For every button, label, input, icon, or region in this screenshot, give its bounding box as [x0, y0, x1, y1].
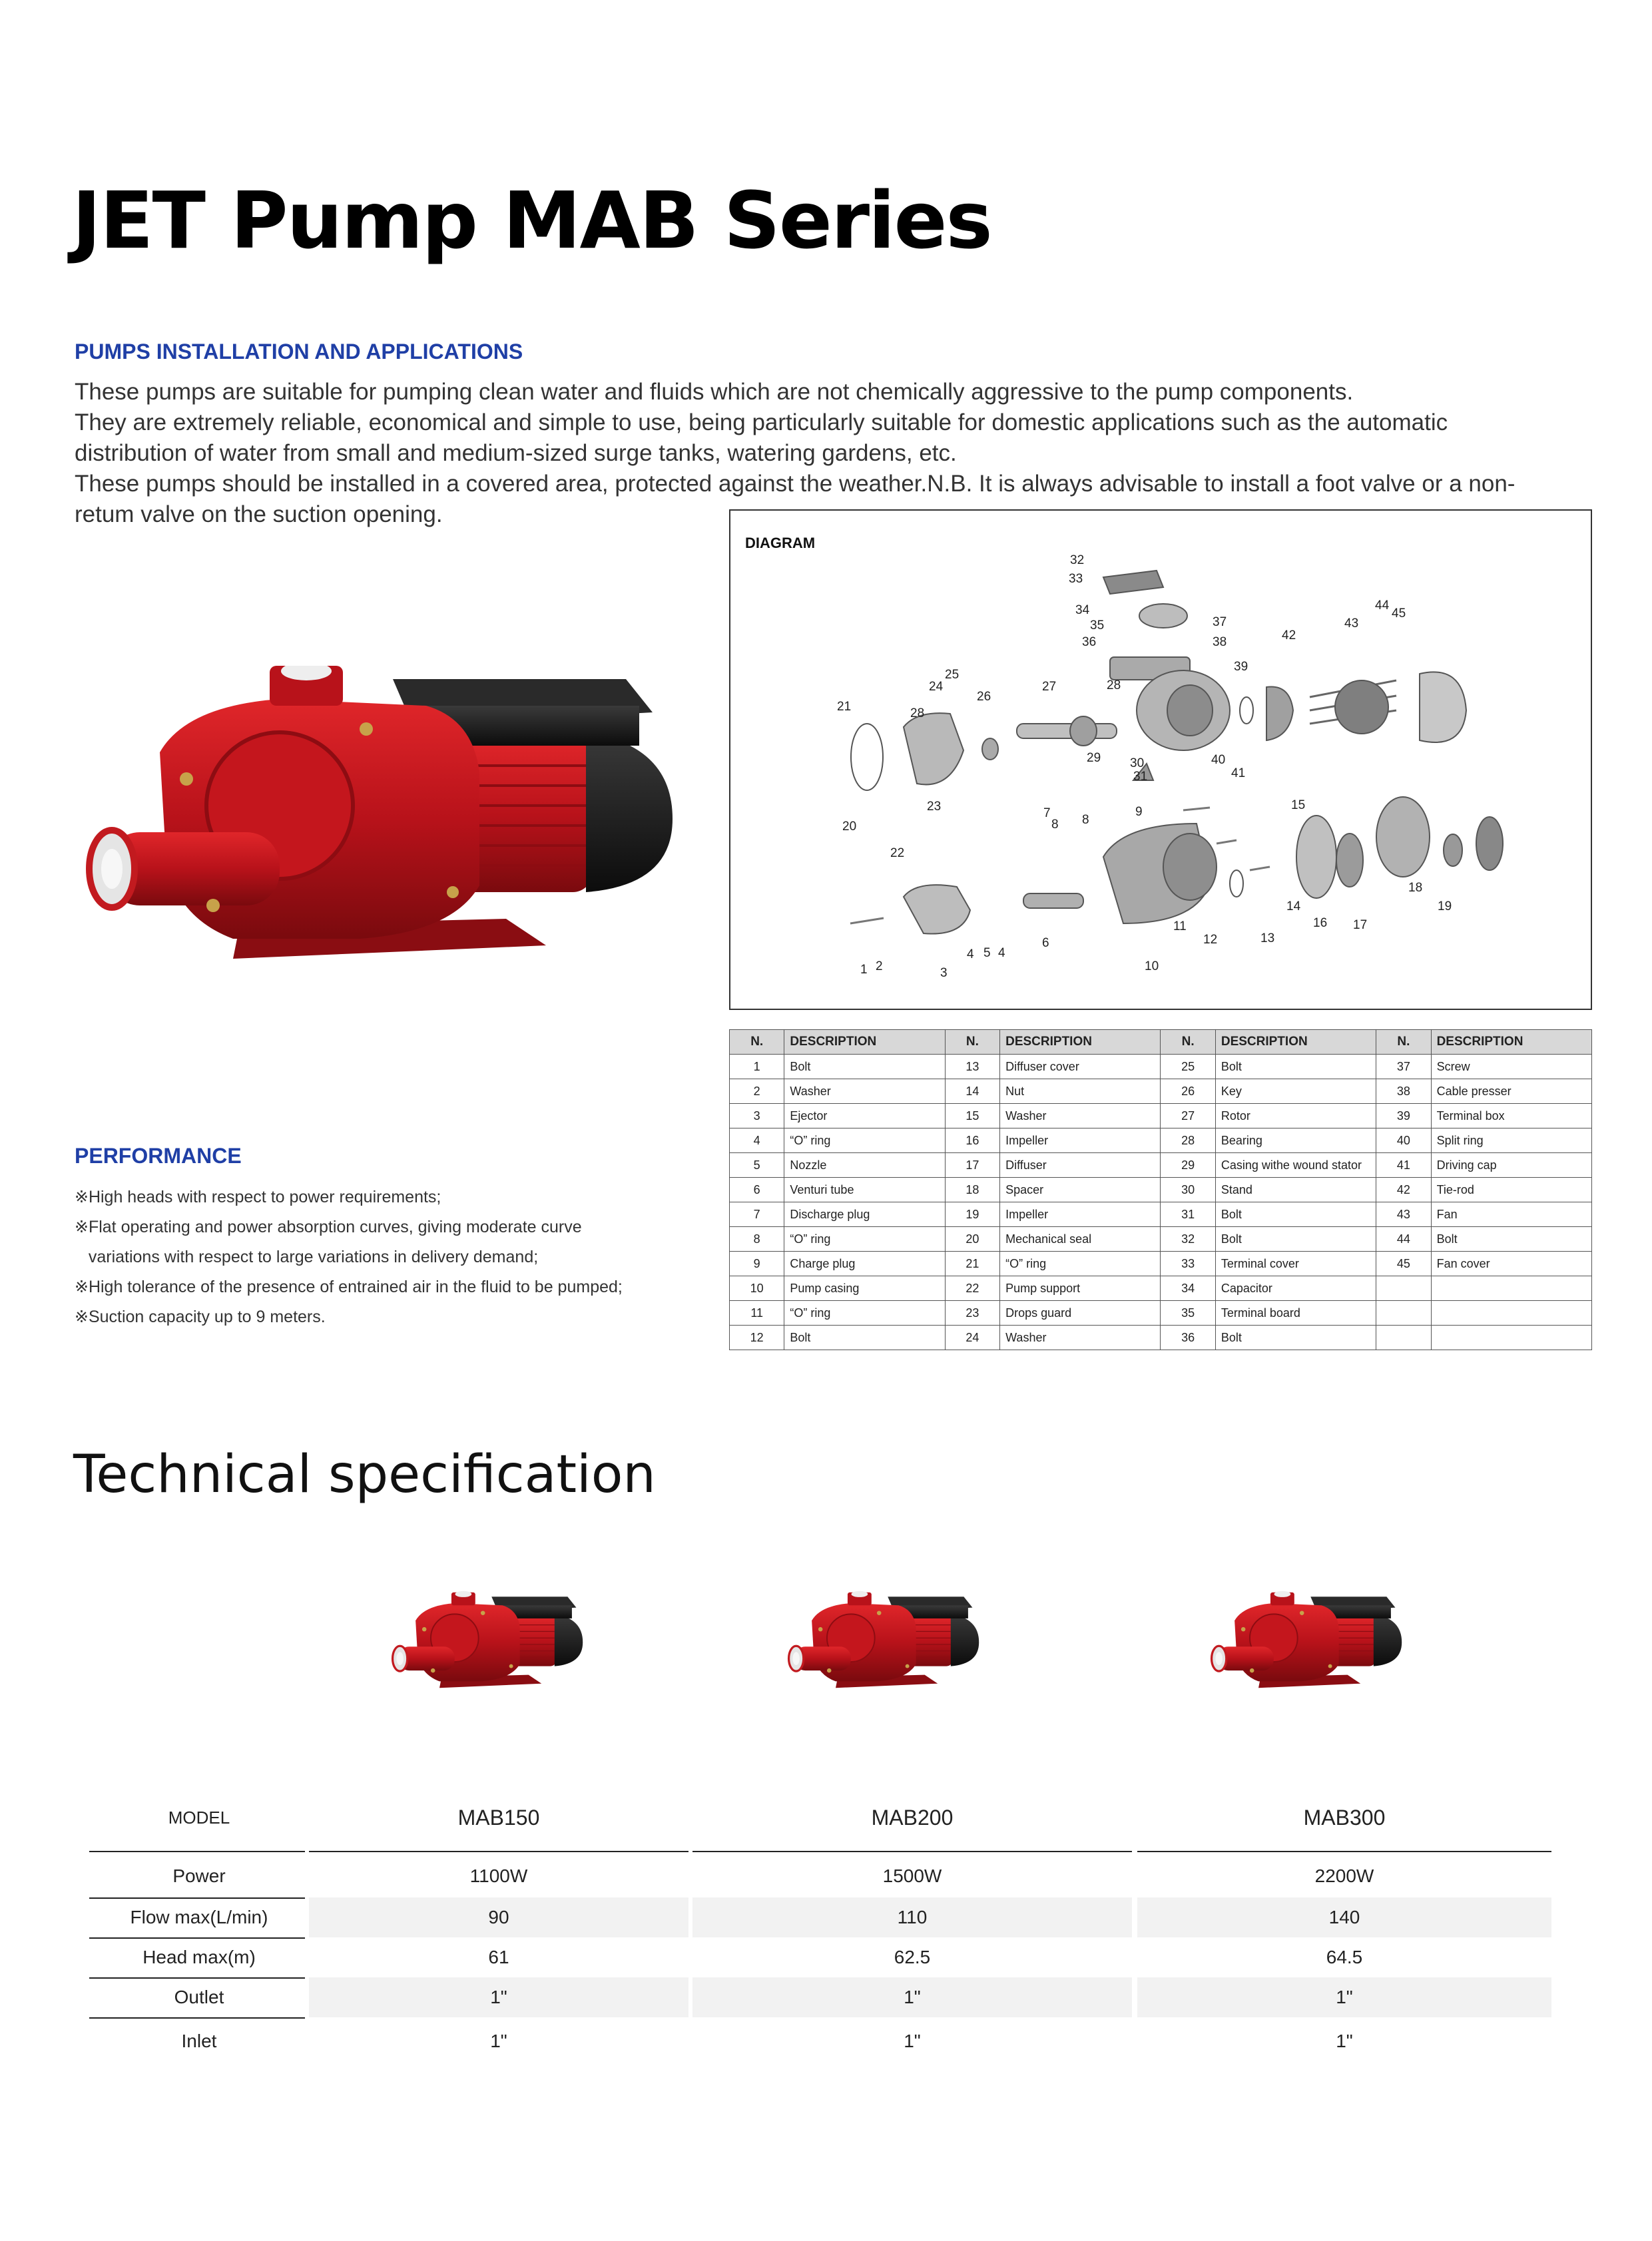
part-description: Capacitor: [1215, 1276, 1376, 1301]
part-description: Key: [1215, 1079, 1376, 1104]
part-number: 5: [730, 1153, 784, 1178]
part-description: Ejector: [784, 1104, 945, 1128]
part-number: 28: [1161, 1128, 1215, 1153]
diagram-label: 39: [1234, 660, 1248, 674]
part-description: Driving cap: [1431, 1153, 1591, 1178]
part-number: 25: [1161, 1055, 1215, 1079]
spec-value: 1": [1336, 2031, 1353, 2051]
part-description: “O” ring: [784, 1301, 945, 1326]
spec-header-cell: MAB150: [457, 1806, 540, 1830]
part-number: 39: [1376, 1104, 1431, 1128]
diagram-label: 6: [1042, 936, 1049, 950]
column-header: DESCRIPTION: [1000, 1030, 1161, 1055]
spec-value: 110: [692, 1897, 1132, 1937]
diagram-label: 23: [927, 800, 942, 814]
spec-value: 140: [1137, 1897, 1551, 1937]
part-number: 12: [730, 1326, 784, 1350]
part-number: 6: [730, 1178, 784, 1202]
part-number: 45: [1376, 1252, 1431, 1276]
spec-header-cell: MAB200: [871, 1806, 954, 1830]
part-description: Washer: [784, 1079, 945, 1104]
part-description: Fan cover: [1431, 1252, 1591, 1276]
part-number: [1376, 1326, 1431, 1350]
diagram-label: 19: [1438, 899, 1452, 913]
part-number: 20: [945, 1227, 999, 1252]
diagram-label: 29: [1087, 751, 1101, 765]
part-number: 27: [1161, 1104, 1215, 1128]
spec-value: 2200W: [1314, 1866, 1374, 1886]
diagram-label: 17: [1353, 918, 1368, 932]
diagram-label: 33: [1069, 572, 1083, 586]
diagram-label: 13: [1260, 931, 1275, 945]
diagram-label: 25: [945, 668, 960, 682]
part-description: Discharge plug: [784, 1202, 945, 1227]
part-description: Screw: [1431, 1055, 1591, 1079]
part-number: 31: [1161, 1202, 1215, 1227]
part-description: Nut: [1000, 1079, 1161, 1104]
performance-item: variations with respect to large variations in delivery demand;: [75, 1248, 539, 1266]
diagram-label: 34: [1075, 603, 1090, 617]
part-description: Impeller: [1000, 1202, 1161, 1227]
part-description: Pump support: [1000, 1276, 1161, 1301]
table-row: [730, 1227, 1592, 1252]
exploded-diagram-panel: [729, 509, 1592, 1010]
part-description: [1431, 1301, 1591, 1326]
diagram-label: 3: [940, 966, 948, 980]
diagram-label: 41: [1231, 766, 1246, 780]
pump-model-image: [786, 1588, 985, 1701]
part-description: Charge plug: [784, 1252, 945, 1276]
part-description: “O” ring: [784, 1128, 945, 1153]
part-description: Mechanical seal: [1000, 1227, 1161, 1252]
part-number: 24: [945, 1326, 999, 1350]
performance-item: ※High tolerance of the presence of entrained air in the fluid to be pumped;: [75, 1278, 623, 1296]
part-description: Bolt: [1215, 1202, 1376, 1227]
diagram-label: 31: [1133, 770, 1148, 784]
diagram-label: 4: [998, 946, 1005, 960]
table-row: [730, 1276, 1592, 1301]
part-number: 43: [1376, 1202, 1431, 1227]
spec-row: [89, 1977, 1551, 2017]
installation-paragraph: These pumps should be installed in a covered area, protected against the weather.N.B. It is always advisable to install a foot valve or a non-retum valve on the suction opening.: [75, 471, 1515, 527]
spec-row: [89, 1856, 1551, 1896]
diagram-label: 38: [1213, 635, 1227, 649]
diagram-title: DIAGRAM: [745, 535, 816, 551]
parts-table-header: [730, 1030, 1592, 1055]
part-number: 44: [1376, 1227, 1431, 1252]
part-number: 22: [945, 1276, 999, 1301]
table-row: [730, 1128, 1592, 1153]
table-row: [730, 1079, 1592, 1104]
part-description: Fan: [1431, 1202, 1591, 1227]
part-number: 15: [945, 1104, 999, 1128]
part-description: “O” ring: [1000, 1252, 1161, 1276]
spec-value: 1": [692, 1977, 1132, 2017]
part-description: Split ring: [1431, 1128, 1591, 1153]
diagram-label: 20: [842, 820, 857, 834]
part-description: Tie-rod: [1431, 1178, 1591, 1202]
spec-header-cell: MODEL: [168, 1808, 230, 1828]
spec-value: 62.5: [894, 1947, 931, 1967]
part-description: Impeller: [1000, 1128, 1161, 1153]
column-header: N.: [1161, 1030, 1215, 1055]
part-description: Bearing: [1215, 1128, 1376, 1153]
diagram-label: 27: [1042, 680, 1057, 694]
part-number: 36: [1161, 1326, 1215, 1350]
spec-value: 1500W: [882, 1866, 942, 1886]
part-number: 23: [945, 1301, 999, 1326]
diagram-label: 35: [1090, 619, 1105, 632]
diagram-label: 37: [1213, 615, 1227, 629]
diagram-label: 45: [1392, 607, 1406, 621]
performance-item: ※High heads with respect to power requirements;: [75, 1188, 441, 1206]
table-row: [730, 1104, 1592, 1128]
table-rule: [309, 1851, 688, 1852]
diagram-label: 7: [1043, 806, 1051, 820]
part-description: Venturi tube: [784, 1178, 945, 1202]
part-description: Washer: [1000, 1326, 1161, 1350]
part-number: 2: [730, 1079, 784, 1104]
diagram-label: 5: [983, 946, 991, 960]
part-description: “O” ring: [784, 1227, 945, 1252]
table-rule: [89, 1851, 305, 1852]
diagram-label: 22: [890, 846, 905, 860]
spec-value: 1": [904, 2031, 921, 2051]
part-number: [1376, 1301, 1431, 1326]
part-number: 8: [730, 1227, 784, 1252]
parts-table: [729, 1029, 1592, 1350]
spec-label: Flow max(L/min): [130, 1907, 268, 1927]
part-description: Terminal board: [1215, 1301, 1376, 1326]
diagram-label: 36: [1082, 635, 1097, 649]
diagram-label: 21: [837, 700, 852, 714]
part-number: 26: [1161, 1079, 1215, 1104]
part-description: Bolt: [784, 1326, 945, 1350]
part-description: Rotor: [1215, 1104, 1376, 1128]
performance-item: ※Flat operating and power absorption curves, giving moderate curve: [75, 1218, 582, 1236]
part-description: Bolt: [1215, 1326, 1376, 1350]
installation-paragraph: They are extremely reliable, economical and simple to use, being particularly suitable for domestic applications such as the automatic distribution of water from small and medium-sized surge tanks, watering gardens, etc.: [75, 409, 1448, 466]
part-number: 16: [945, 1128, 999, 1153]
pump-model-image: [390, 1588, 589, 1701]
diagram-label: 10: [1145, 959, 1159, 973]
table-row: [730, 1178, 1592, 1202]
part-description: Bolt: [1431, 1227, 1591, 1252]
part-number: 34: [1161, 1276, 1215, 1301]
part-description: Cable presser: [1431, 1079, 1591, 1104]
spec-value: 1": [1137, 1977, 1551, 2017]
diagram-label: 42: [1282, 628, 1296, 642]
part-number: 11: [730, 1301, 784, 1326]
diagram-label: 18: [1408, 881, 1423, 895]
installation-paragraph: These pumps are suitable for pumping clean water and fluids which are not chemically aggressive to the pump components.: [75, 379, 1354, 405]
column-header: DESCRIPTION: [784, 1030, 945, 1055]
spec-label: Power: [172, 1866, 226, 1886]
part-description: Pump casing: [784, 1276, 945, 1301]
part-number: 7: [730, 1202, 784, 1227]
diagram-label: 43: [1344, 617, 1359, 630]
spec-label: Outlet: [174, 1987, 224, 2007]
spec-value: 90: [309, 1897, 688, 1937]
part-description: [1431, 1326, 1591, 1350]
diagram-label: 15: [1291, 798, 1306, 812]
table-rule: [1137, 1851, 1551, 1852]
table-row: [730, 1202, 1592, 1227]
part-number: 30: [1161, 1178, 1215, 1202]
part-description: Terminal box: [1431, 1104, 1591, 1128]
table-row: [730, 1055, 1592, 1079]
part-number: 42: [1376, 1178, 1431, 1202]
part-number: 21: [945, 1252, 999, 1276]
pump-product-image: [80, 666, 692, 985]
part-description: Spacer: [1000, 1178, 1161, 1202]
spec-header-row: [89, 1798, 1551, 1838]
tech-spec-title: Technical specification: [73, 1445, 656, 1505]
column-header: DESCRIPTION: [1431, 1030, 1591, 1055]
diagram-label: 4: [967, 947, 974, 961]
diagram-label: 2: [876, 959, 883, 973]
table-row: [730, 1252, 1592, 1276]
diagram-label: 30: [1130, 756, 1145, 770]
diagram-label: 28: [1107, 678, 1121, 692]
diagram-label: 40: [1211, 753, 1226, 767]
part-description: Terminal cover: [1215, 1252, 1376, 1276]
diagram-label: 24: [929, 680, 944, 694]
part-number: 38: [1376, 1079, 1431, 1104]
part-number: 41: [1376, 1153, 1431, 1178]
spec-row: [89, 2021, 1551, 2061]
exploded-diagram: [730, 511, 1591, 1009]
part-number: 9: [730, 1252, 784, 1276]
table-rule: [89, 2017, 305, 2019]
part-number: [1376, 1276, 1431, 1301]
part-description: Bolt: [1215, 1227, 1376, 1252]
table-row: [730, 1153, 1592, 1178]
part-description: Diffuser: [1000, 1153, 1161, 1178]
part-description: Nozzle: [784, 1153, 945, 1178]
spec-value: 1": [490, 2031, 507, 2051]
part-description: Drops guard: [1000, 1301, 1161, 1326]
pump-model-image: [1209, 1588, 1408, 1701]
diagram-label: 26: [977, 690, 991, 704]
part-number: 18: [945, 1178, 999, 1202]
part-number: 4: [730, 1128, 784, 1153]
column-header: N.: [1376, 1030, 1431, 1055]
spec-value: 1100W: [469, 1866, 528, 1886]
installation-heading: PUMPS INSTALLATION AND APPLICATIONS: [75, 340, 523, 364]
diagram-label: 44: [1375, 599, 1390, 613]
spec-value: 1": [309, 1977, 688, 2017]
table-row: [730, 1326, 1592, 1350]
part-description: Washer: [1000, 1104, 1161, 1128]
diagram-label: 12: [1203, 933, 1218, 947]
part-description: Stand: [1215, 1178, 1376, 1202]
part-number: 29: [1161, 1153, 1215, 1178]
installation-text: [75, 377, 1566, 530]
part-number: 10: [730, 1276, 784, 1301]
part-number: 32: [1161, 1227, 1215, 1252]
part-number: 17: [945, 1153, 999, 1178]
spec-header-cell: MAB300: [1303, 1806, 1386, 1830]
diagram-label: 9: [1135, 805, 1143, 819]
part-number: 35: [1161, 1301, 1215, 1326]
part-description: Bolt: [784, 1055, 945, 1079]
diagram-label: 32: [1070, 553, 1085, 567]
spec-row: [89, 1897, 1551, 1937]
parts-table-body: [730, 1055, 1592, 1350]
performance-list: [75, 1182, 714, 1332]
spec-value: 64.5: [1326, 1947, 1363, 1967]
column-header: N.: [945, 1030, 999, 1055]
diagram-label: 8: [1051, 818, 1059, 832]
part-number: 3: [730, 1104, 784, 1128]
diagram-label: 11: [1173, 919, 1187, 933]
part-number: 40: [1376, 1128, 1431, 1153]
part-number: 14: [945, 1079, 999, 1104]
performance-heading: PERFORMANCE: [75, 1144, 242, 1168]
table-row: [730, 1301, 1592, 1326]
part-number: 33: [1161, 1252, 1215, 1276]
part-description: [1431, 1276, 1591, 1301]
performance-item: ※Suction capacity up to 9 meters.: [75, 1308, 326, 1326]
table-rule: [692, 1851, 1132, 1852]
spec-row: [89, 1937, 1551, 1977]
diagram-label: 14: [1286, 899, 1301, 913]
part-description: Bolt: [1215, 1055, 1376, 1079]
part-number: 19: [945, 1202, 999, 1227]
part-description: Diffuser cover: [1000, 1055, 1161, 1079]
spec-label: Head max(m): [142, 1947, 256, 1967]
diagram-label: 16: [1313, 916, 1328, 930]
spec-value: 61: [488, 1947, 509, 1967]
diagram-label: 28: [910, 706, 925, 720]
diagram-label: 1: [860, 963, 868, 977]
page-title: JET Pump MAB Series: [72, 174, 991, 266]
column-header: DESCRIPTION: [1215, 1030, 1376, 1055]
part-number: 37: [1376, 1055, 1431, 1079]
spec-label: Inlet: [181, 2031, 217, 2051]
diagram-label: 8: [1082, 813, 1089, 827]
column-header: N.: [730, 1030, 784, 1055]
part-number: 1: [730, 1055, 784, 1079]
part-description: Casing withe wound stator: [1215, 1153, 1376, 1178]
part-number: 13: [945, 1055, 999, 1079]
